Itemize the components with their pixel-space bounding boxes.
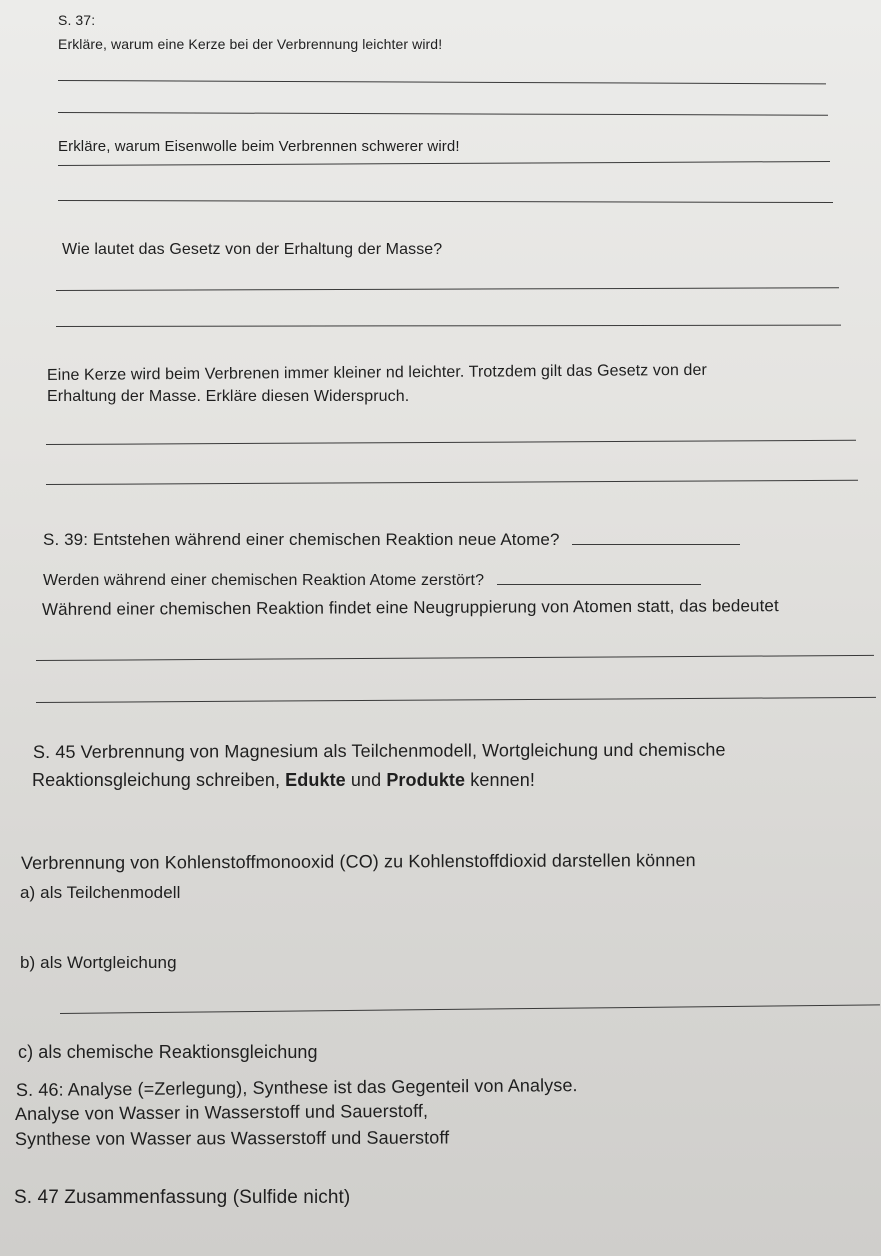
answer-line[interactable] bbox=[36, 697, 876, 703]
question-candle-paradox-line2: Erhaltung der Masse. Erkläre diesen Widerspruch. bbox=[47, 388, 410, 405]
task-co-combustion: Verbrennung von Kohlenstoffmonooxid (CO) zu Kohlenstoffdioxid darstellen können bbox=[20, 850, 696, 873]
task-magnesium-line2-prefix: Reaktionsgleichung schreiben, bbox=[32, 770, 286, 790]
answer-line[interactable] bbox=[46, 440, 856, 445]
question-new-atoms-text: S. 39: Entstehen während einer chemischen Reaktion neue Atome? bbox=[43, 530, 560, 549]
question-steelwool-heavier: Erkläre, warum Eisenwolle beim Verbrennen schwerer wird! bbox=[58, 138, 460, 155]
answer-line[interactable] bbox=[36, 655, 874, 661]
answer-line[interactable] bbox=[58, 80, 826, 84]
question-atoms-destroyed bbox=[43, 566, 701, 590]
task-magnesium-line1: S. 45 Verbrennung von Magnesium als Teilchenmodell, Wortgleichung und chemische bbox=[32, 739, 726, 762]
word-und: und bbox=[345, 770, 387, 790]
answer-blank[interactable] bbox=[497, 566, 701, 585]
note-analysis-synthesis: S. 46: Analyse (=Zerlegung), Synthese ist das Gegenteil von Analyse. bbox=[15, 1075, 578, 1100]
word-kennen: kennen! bbox=[465, 770, 535, 790]
note-water-analysis: Analyse von Wasser in Wasserstoff und Sauerstoff, bbox=[14, 1100, 429, 1124]
question-new-atoms bbox=[43, 526, 740, 550]
answer-line[interactable] bbox=[46, 480, 858, 485]
answer-line[interactable] bbox=[58, 200, 833, 203]
question-conservation-of-mass: Wie lautet das Gesetz von der Erhaltung der Masse? bbox=[62, 241, 443, 258]
question-regrouping: Während einer chemischen Reaktion findet eine Neugruppierung von Atomen statt, das bedeutet bbox=[41, 596, 779, 619]
term-produkte: Produkte bbox=[386, 770, 466, 790]
task-magnesium-line2 bbox=[32, 770, 535, 791]
answer-line[interactable] bbox=[58, 112, 828, 116]
subtask-a-particle-model: a) als Teilchenmodell bbox=[20, 883, 181, 902]
answer-line[interactable] bbox=[56, 325, 841, 327]
term-edukte: Edukte bbox=[285, 770, 346, 790]
answer-line[interactable] bbox=[58, 161, 830, 166]
question-candle-lighter: Erkläre, warum eine Kerze bei der Verbrennung leichter wird! bbox=[58, 36, 443, 52]
question-candle-paradox-line1: Eine Kerze wird beim Verbrenen immer kleiner nd leichter. Trotzdem gilt das Gesetz von der bbox=[46, 361, 708, 384]
answer-line[interactable] bbox=[60, 1004, 880, 1014]
note-summary: S. 47 Zusammenfassung (Sulfide nicht) bbox=[14, 1187, 351, 1208]
note-water-synthesis: Synthese von Wasser aus Wasserstoff und Sauerstoff bbox=[14, 1127, 450, 1149]
question-atoms-destroyed-text: Werden während einer chemischen Reaktion Atome zerstört? bbox=[43, 572, 485, 589]
subtask-b-word-equation: b) als Wortgleichung bbox=[20, 953, 177, 972]
answer-line[interactable] bbox=[56, 287, 839, 291]
answer-blank[interactable] bbox=[572, 526, 740, 545]
section-label-s37: S. 37: bbox=[58, 12, 96, 28]
subtask-c-chemical-equation: c) als chemische Reaktionsgleichung bbox=[18, 1042, 318, 1062]
